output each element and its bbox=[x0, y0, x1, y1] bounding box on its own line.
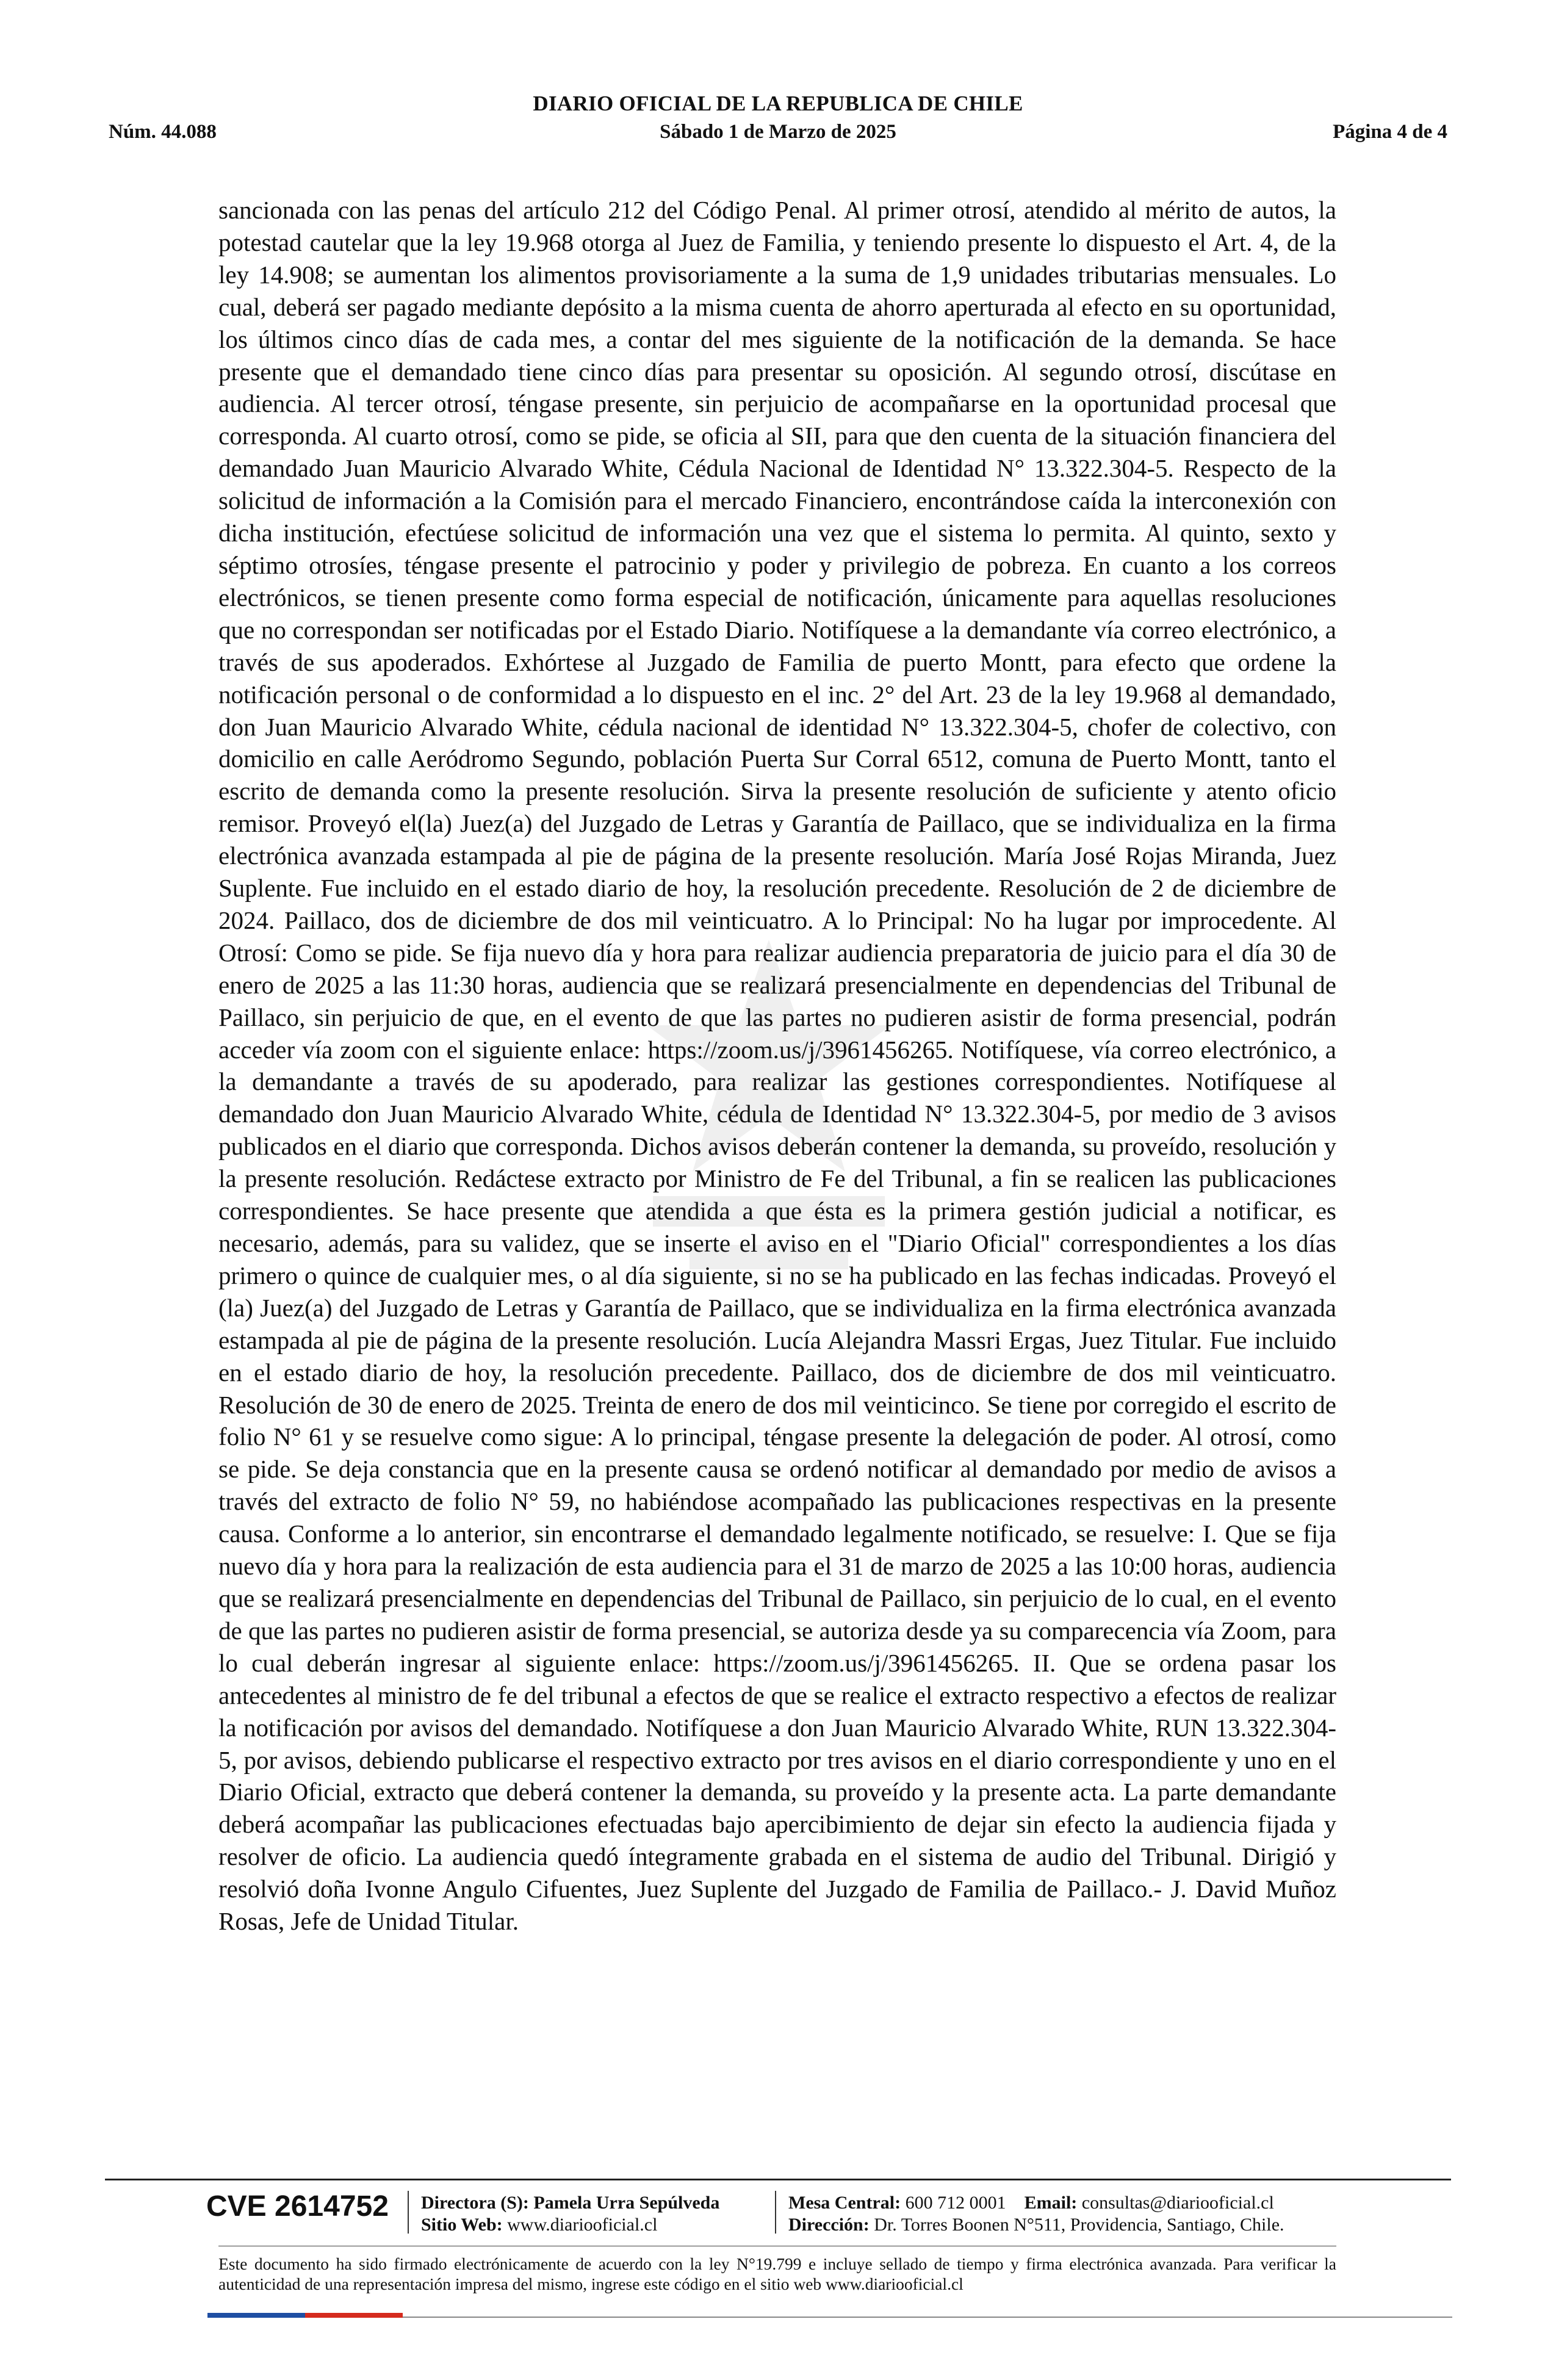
footer-contact-right bbox=[788, 2192, 1284, 2236]
issue-date: Sábado 1 de Marzo de 2025 bbox=[660, 121, 896, 143]
page-header bbox=[109, 92, 1447, 150]
cve-code: CVE 2614752 bbox=[206, 2190, 389, 2223]
footer-separator bbox=[408, 2191, 409, 2234]
directora-line: Directora (S): Pamela Urra Sepúlveda bbox=[421, 2193, 720, 2213]
footer-separator bbox=[775, 2191, 776, 2234]
mesa-line: Mesa Central: 600 712 0001 Email: consultas@diariooficial.cl bbox=[788, 2193, 1274, 2213]
newspaper-title: DIARIO OFICIAL DE LA REPUBLICA DE CHILE bbox=[533, 92, 1023, 115]
footer-contact-left bbox=[421, 2192, 719, 2236]
legal-notice-body: sancionada con las penas del artículo 212 del Código Penal. Al primer otrosí, atendido al mérito de autos, la potestad cautelar que la ley 19.968 otorga al Juez de Familia, y teniendo presente lo dispuesto el Art. 4, de la ley 14.908; se aumentan los alimentos provisoriamente a la suma de 1,9 unidades tributarias mensuales. Lo cual, deberá ser pagado mediante depósito a la misma cuenta de ahorro aperturada al efecto en su oportunidad, los últimos cinco días de cada mes, a contar del mes siguiente de la notificación de la demanda. Se hace presente que el demandado tiene cinco días para presentar su oposición. Al segundo otrosí, discútase en audiencia. Al tercer otrosí, téngase presente, sin perjuicio de acompañarse en la oportunidad procesal que corresponda. Al cuarto otrosí, como se pide, se oficia al SII, para que den cuenta de la situación financiera del demandado Juan Mauricio Alvarado White, Cédula Nacional de Identidad N° 13.322.304-5. Respecto de la solicitud de información a la Comisión para el mercado Financiero, encontrándose caída la interconexión con dicha institución, efectúese solicitud de información una vez que el sistema lo permita. Al quinto, sexto y séptimo otrosíes, téngase presente el patrocinio y poder y privilegio de pobreza. En cuanto a los correos electrónicos, se tienen presente como forma especial de notificación, únicamente para aquellas resoluciones que no correspondan ser notificadas por el Estado Diario. Notifíquese a la demandante vía correo electrónico, a través de sus apoderados. Exhórtese al Juzgado de Familia de puerto Montt, para efecto que ordene la notificación personal o de conformidad a lo dispuesto en el inc. 2° del Art. 23 de la ley 19.968 al demandado, don Juan Mauricio Alvarado White, cédula nacional de identidad N° 13.322.304-5, chofer de colectivo, con domicilio en calle Aeródromo Segundo, población Puerta Sur Corral 6512, comuna de Puerto Montt, tanto el escrito de demanda como la presente resolución. Sirva la presente resolución de suficiente y atento oficio remisor. Proveyó el(la) Juez(a) del Juzgado de Letras y Garantía de Paillaco, que se individualiza en la firma electrónica avanzada estampada al pie de página de la presente resolución. María José Rojas Miranda, Juez Suplente. Fue incluido en el estado diario de hoy, la resolución precedente. Resolución de 2 de diciembre de 2024. Paillaco, dos de diciembre de dos mil veinticuatro. A lo Principal: No ha lugar por improcedente. Al Otrosí: Como se pide. Se fija nuevo día y hora para realizar audiencia preparatoria de juicio para el día 30 de enero de 2025 a las 11:30 horas, audiencia que se realizará presencialmente en dependencias del Tribunal de Paillaco, sin perjuicio de que, en el evento de que las partes no pudieren asistir de forma presencial, podrán acceder vía zoom con el siguiente enlace: https://zoom.us/j/3961456265. Notifíquese, vía correo electrónico, a la demandante a través de su apoderado, para realizar las gestiones correspondientes. Notifíquese al demandado don Juan Mauricio Alvarado White, cédula de Identidad N° 13.322.304-5, por medio de 3 avisos publicados en el diario que corresponda. Dichos avisos deberán contener la demanda, su proveído, resolución y la presente resolución. Redáctese extracto por Ministro de Fe del Tribunal, a fin se realicen las publicaciones correspondientes. Se hace presente que atendida a que ésta es la primera gestión judicial a notificar, es necesario, además, para su validez, que se inserte el aviso en el "Diario Oficial" correspondientes a los días primero o quince de cualquier mes, o al día siguiente, si no se ha publicado en las fechas indicadas. Proveyó el (la) Juez(a) del Juzgado de Letras y Garantía de Paillaco, que se individualiza en la firma electrónica avanzada estampada al pie de página de la presente resolución. Lucía Alejandra Massri Ergas, Juez Titular. Fue incluido en el estado diario de hoy, la resolución precedente. Paillaco, dos de diciembre de dos mil veinticuatro. Resolución de 30 de enero de 2025. Treinta de enero de dos mil veinticinco. Se tiene por corregido el escrito de folio N° 61 y se resuelve como sigue: A lo principal, téngase presente la delegación de poder. Al otrosí, como se pide. Se deja constancia que en la presente causa se ordenó notificar al demandado por medio de avisos a través del extracto de folio N° 59, no habiéndose acompañado las publicaciones respectivas en la presente causa. Conforme a lo anterior, sin encontrarse el demandado legalmente notificado, se resuelve: I. Que se fija nuevo día y hora para la realización de esta audiencia para el 31 de marzo de 2025 a las 10:00 horas, audiencia que se realizará presencialmente en dependencias del Tribunal de Paillaco, sin perjuicio de lo cual, en el evento de que las partes no pudieren asistir de forma presencial, se autoriza desde ya su comparecencia vía Zoom, para lo cual deberán ingresar al siguiente enlace: https://zoom.us/j/3961456265. II. Que se ordena pasar los antecedentes al ministro de fe del tribunal a efectos de que se realice el extracto respectivo a efectos de realizar la notificación por avisos del demandado. Notifíquese a don Juan Mauricio Alvarado White, RUN 13.322.304-5, por avisos, debiendo publicarse el respectivo extracto por tres avisos en el diario correspondiente y uno en el Diario Oficial, extracto que deberá contener la demanda, su proveído y la presente acta. La parte demandante deberá acompañar las publicaciones efectuadas bajo apercibimiento de dejar sin efecto la audiencia fijada y resolver de oficio. La audiencia quedó íntegramente grabada en el sistema de audio del Tribunal. Dirigió y resolvió doña Ivonne Angulo Cifuentes, Juez Suplente del Juzgado de Familia de Paillaco.- J. David Muñoz Rosas, Jefe de Unidad Titular. bbox=[218, 196, 1336, 1936]
direccion-line: Dirección: Dr. Torres Boonen N°511, Providencia, Santiago, Chile. bbox=[788, 2215, 1284, 2235]
page-number: Página 4 de 4 bbox=[1333, 121, 1447, 143]
website-link[interactable]: www.diariooficial.cl bbox=[507, 2215, 658, 2235]
signature-disclaimer: Este documento ha sido firmado electrónicamente de acuerdo con la ley N°19.799 e incluye sellado de tiempo y firma electrónica avanzada. Para verificar la autenticidad de una representación impresa del mismo, ingrese este código en el sitio web www.diariooficial.cl bbox=[218, 2254, 1336, 2293]
flag-bar-blue bbox=[207, 2313, 305, 2318]
footer-divider bbox=[105, 2179, 1451, 2180]
sitio-line: Sitio Web: www.diariooficial.cl bbox=[421, 2215, 658, 2235]
email-link[interactable]: consultas@diariooficial.cl bbox=[1081, 2193, 1274, 2213]
flag-bar-red bbox=[305, 2313, 403, 2318]
issue-number: Núm. 44.088 bbox=[109, 121, 217, 143]
